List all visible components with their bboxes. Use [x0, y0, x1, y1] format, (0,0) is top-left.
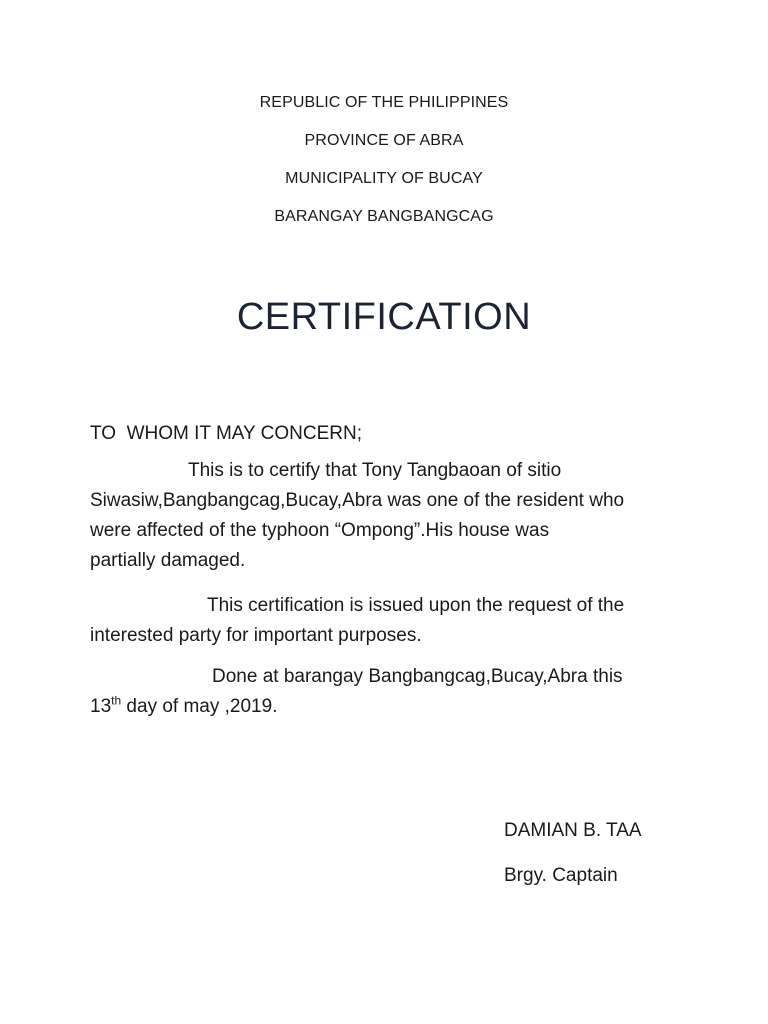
- paragraph-2-line: interested party for important purposes.: [90, 625, 422, 646]
- signatory-position: Brgy. Captain: [504, 865, 618, 886]
- signatory-name: DAMIAN B. TAA: [504, 820, 642, 841]
- paragraph-1-line: This is to certify that Tony Tangbaoan of sitio: [188, 460, 562, 481]
- paragraph-1-line: Siwasiw,Bangbangcag,Bucay,Abra was one of the resident who: [90, 490, 625, 511]
- paragraph-1-line: partially damaged.: [90, 550, 246, 571]
- header-country: REPUBLIC OF THE PHILIPPINES: [259, 94, 509, 111]
- paragraph-1-line: were affected of the typhoon “Ompong”.His house was: [90, 520, 550, 541]
- paragraph-2-line: This certification is issued upon the request of the: [207, 595, 625, 616]
- header-province: PROVINCE OF ABRA: [304, 132, 464, 149]
- paragraph-3-date-line: [90, 692, 690, 722]
- header-municipality: MUNICIPALITY OF BUCAY: [285, 170, 483, 187]
- paragraph-3-line: Done at barangay Bangbangcag,Bucay,Abra this: [212, 666, 623, 687]
- body-paragraph-2: [90, 591, 690, 651]
- document-title: CERTIFICATION: [236, 296, 532, 338]
- day-number: 13: [90, 696, 112, 717]
- salutation: TO WHOM IT MAY CONCERN;: [90, 423, 362, 444]
- date-rest: day of may ,2019.: [121, 696, 278, 717]
- day-ordinal-suffix: th: [111, 693, 122, 708]
- body-paragraph-3: [90, 662, 690, 722]
- header-barangay: BARANGAY BANGBANGCAG: [274, 208, 494, 225]
- document-header: [0, 93, 768, 245]
- body-paragraph-1: [90, 456, 690, 576]
- signature-block: [504, 817, 642, 907]
